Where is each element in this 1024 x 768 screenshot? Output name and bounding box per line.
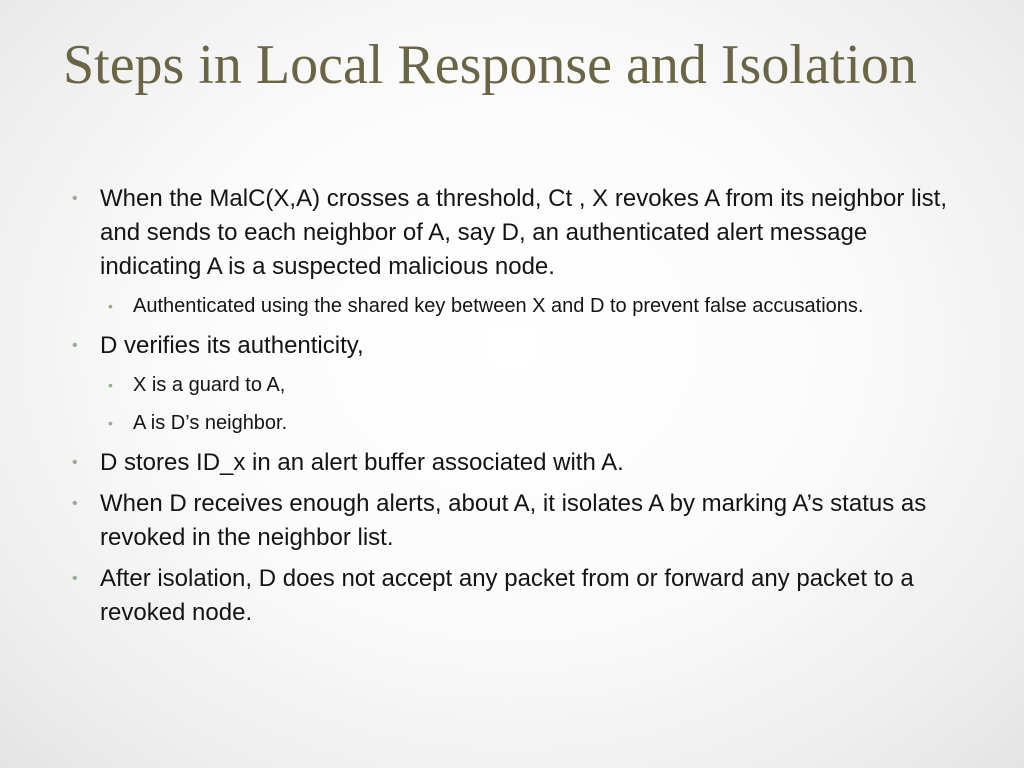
bullet-item (72, 562, 952, 630)
slide-title: Steps in Local Response and Isolation (63, 34, 917, 96)
sub-bullet-item (72, 370, 952, 400)
sub-bullet-text: X is a guard to A, (133, 374, 286, 396)
bullet-item (72, 446, 952, 480)
bullet-dot-icon: • (72, 454, 78, 471)
bullet-dot-icon: • (72, 495, 78, 512)
sub-bullet-item (72, 408, 952, 438)
bullet-text: When the MalC(X,A) crosses a threshold, Ct , X revokes A from its neighbor list, and sends to each neighbor of A, say D, an authenticated alert message indicating A is a suspected malicious node. (100, 185, 947, 280)
bullet-text: When D receives enough alerts, about A, it isolates A by marking A’s status as revoked in the neighbor list. (100, 490, 927, 551)
sub-bullet-text: A is D’s neighbor. (133, 412, 288, 434)
bullet-item (72, 487, 952, 555)
bullet-text: D stores ID_x in an alert buffer associated with A. (100, 449, 624, 476)
bullet-item (72, 329, 952, 363)
sub-bullet-text: Authenticated using the shared key between X and D to prevent false accusations. (133, 295, 864, 317)
bullet-item (72, 182, 952, 284)
bullet-dot-icon: • (108, 377, 113, 393)
bullet-dot-icon: • (108, 298, 113, 314)
bullet-text: After isolation, D does not accept any packet from or forward any packet to a revoked node. (100, 565, 914, 626)
bullet-dot-icon: • (108, 415, 113, 431)
bullet-dot-icon: • (72, 337, 78, 354)
bullet-text: D verifies its authenticity, (100, 332, 364, 359)
sub-bullet-item (72, 291, 952, 321)
bullet-dot-icon: • (72, 190, 78, 207)
bullet-dot-icon: • (72, 570, 78, 587)
bullet-list (72, 182, 952, 637)
